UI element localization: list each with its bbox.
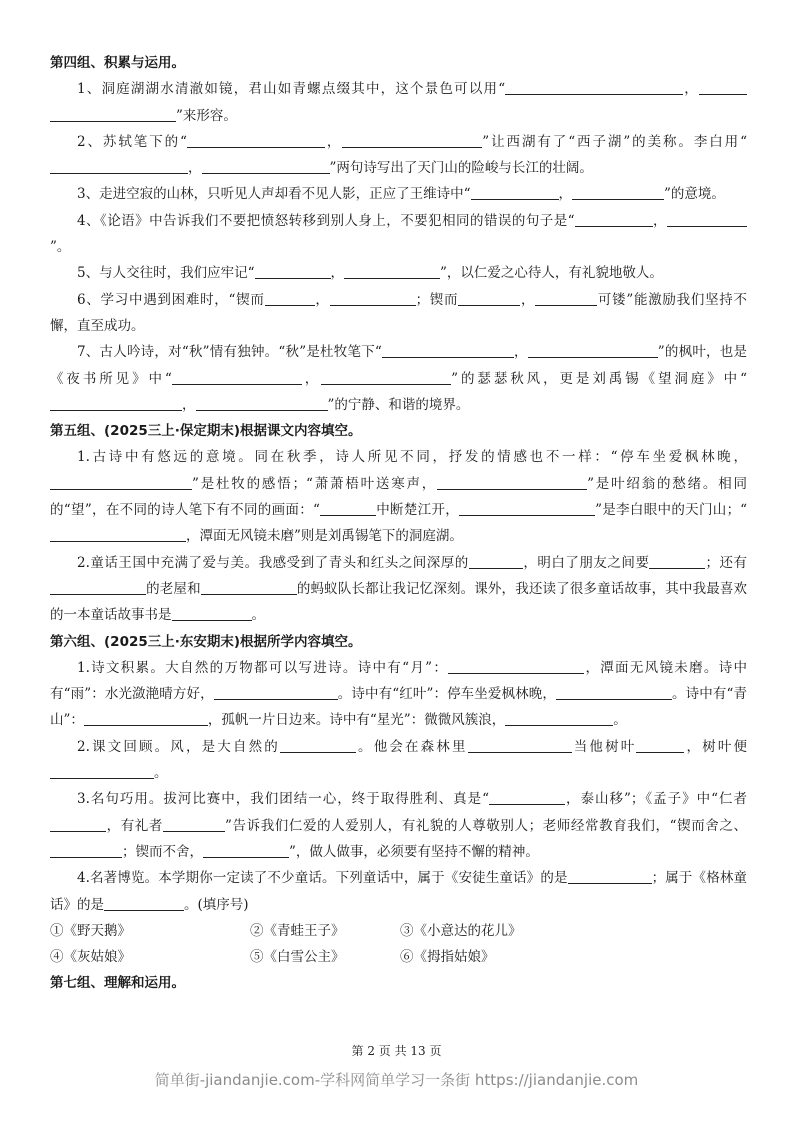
answer-blank[interactable] bbox=[649, 553, 705, 569]
answer-blank[interactable] bbox=[201, 579, 297, 595]
question-g6-1: 1.诗文积累。大自然的万物都可以写进诗。诗中有“月”： ，潭面无风镜未磨。诗中有“雨”：水光潋滟晴方好， 。诗中有“红叶”：停车坐爱枫林晚， 。诗中有“青山”： ，孤帆一片日边来。诗中有“星光”：微微风簇浪， 。 bbox=[50, 659, 748, 729]
answer-blank[interactable] bbox=[489, 789, 565, 805]
question-g4-5: 5、与人交往时，我们应牢记“ ， ”，以仁爱之心待人，有礼貌地敬人。 bbox=[77, 265, 663, 282]
answer-blank[interactable] bbox=[344, 263, 440, 279]
answer-blank[interactable] bbox=[556, 684, 672, 700]
option-item: ③《小意达的花儿》 bbox=[400, 922, 522, 939]
section-heading-group5: 第五组、(2025三上·保定期末)根据课文内容填空。 bbox=[50, 423, 362, 440]
answer-blank[interactable] bbox=[163, 816, 225, 832]
answer-blank[interactable] bbox=[468, 737, 572, 753]
answer-blank[interactable] bbox=[202, 158, 330, 174]
question-g6-3: 3.名句巧用。拔河比赛中，我们团结一心，终于取得胜利、真是“ ，泰山移”；《孟子》中“仁者，有礼者 ”告诉我们仁爱的人爱别人，有礼貌的人尊敬别人；老师经常教育我们，“锲而舍之、；锲而不舍， ”，做人做事，必须要有坚持不懈的精神。 bbox=[50, 786, 747, 865]
question-g5-2: 2.童话王国中充满了爱与美。我感受到了青头和红头之间深厚的 ，明白了朋友之间要 ；还有的老屋和 的蚂蚁队长都让我记忆深刻。课外，我还读了很多童话故事，其中我最喜欢的一本童话故事书是 。 bbox=[50, 554, 748, 624]
question-g4-6: 6、学习中遇到困难时，“锲而 ， ；锲而 ， 可镂”能激励我们坚持不懈，直至成功。 bbox=[50, 291, 748, 334]
option-item: ⑥《拇指姑娘》 bbox=[400, 949, 495, 966]
answer-blank[interactable] bbox=[699, 79, 747, 95]
answer-blank[interactable] bbox=[471, 184, 559, 200]
answer-blank[interactable] bbox=[50, 474, 192, 490]
answer-blank[interactable] bbox=[459, 500, 595, 516]
answer-blank[interactable] bbox=[382, 342, 514, 358]
option-item: ⑤《白雪公主》 bbox=[250, 949, 345, 966]
answer-blank[interactable] bbox=[321, 369, 451, 385]
answer-blank[interactable] bbox=[172, 369, 302, 385]
answer-blank[interactable] bbox=[528, 342, 658, 358]
answer-blank[interactable] bbox=[196, 395, 328, 411]
answer-blank[interactable] bbox=[535, 290, 597, 306]
document-body bbox=[50, 50, 747, 997]
option-item: ④《灰姑娘》 bbox=[50, 949, 131, 966]
answer-blank[interactable] bbox=[50, 106, 176, 122]
answer-blank[interactable] bbox=[320, 500, 376, 516]
question-g6-2: 2.课文回顾。风，是大自然的 。他会在森林里 当他树叶 ，树叶便。 bbox=[50, 734, 747, 787]
option-item: ①《野天鹅》 bbox=[50, 922, 131, 939]
answer-blank[interactable] bbox=[50, 526, 186, 542]
answer-blank[interactable] bbox=[667, 211, 747, 227]
answer-blank[interactable] bbox=[575, 211, 653, 227]
answer-blank[interactable] bbox=[636, 737, 684, 753]
answer-blank[interactable] bbox=[50, 816, 106, 832]
answer-blank[interactable] bbox=[187, 132, 325, 148]
answer-blank[interactable] bbox=[50, 842, 122, 858]
section-heading-group4: 第四组、积累与运用。 bbox=[50, 55, 185, 71]
answer-blank[interactable] bbox=[203, 842, 289, 858]
answer-blank[interactable] bbox=[458, 290, 520, 306]
answer-blank[interactable] bbox=[50, 763, 154, 779]
answer-blank[interactable] bbox=[280, 737, 356, 753]
answer-blank[interactable] bbox=[568, 868, 652, 884]
answer-blank[interactable] bbox=[104, 895, 184, 911]
question-g4-2: 2、苏轼笔下的“ ， ”让西湖有了“西子湖”的美称。李白用“， ”两句诗写出了天门山的险峻与长江的壮阔。 bbox=[50, 129, 747, 182]
answer-blank[interactable] bbox=[84, 710, 208, 726]
answer-blank[interactable] bbox=[342, 132, 482, 148]
answer-blank[interactable] bbox=[50, 158, 188, 174]
page-number: 第 2 页 共 13 页 bbox=[351, 1044, 442, 1058]
answer-blank[interactable] bbox=[572, 184, 664, 200]
options-row-1 bbox=[50, 918, 747, 944]
answer-blank[interactable] bbox=[172, 605, 252, 621]
options-row-2 bbox=[50, 944, 747, 970]
question-g6-4: 4.名著博览。本学期你一定读了不少童话。下列童话中，属于《安徒生童话》的是 ；属于《格林童话》的是 。(填序号) bbox=[50, 870, 747, 913]
answer-blank[interactable] bbox=[505, 710, 613, 726]
answer-blank[interactable] bbox=[330, 290, 416, 306]
option-item: ②《青蛙王子》 bbox=[250, 922, 345, 939]
section-heading-group6: 第六组、(2025三上·东安期末)根据所学内容填空。 bbox=[50, 633, 362, 650]
question-g4-1: 1、洞庭湖湖水清澈如镜，君山如青螺点缀其中，这个景色可以用“ ，”来形容。 bbox=[50, 76, 747, 129]
answer-blank[interactable] bbox=[437, 474, 587, 490]
question-g4-7: 7、古人吟诗，对“秋”情有独钟。“秋”是杜牧笔下“ ， ”的枫叶，也是《夜书所见》中“ ， ”的瑟瑟秋风，更是刘禹锡《望洞庭》中“， ”的宁静、和谐的境界。 bbox=[50, 344, 747, 413]
answer-blank[interactable] bbox=[505, 79, 683, 95]
answer-blank[interactable] bbox=[50, 579, 146, 595]
question-g4-4: 4、《论语》中告诉我们不要把愤怒转移到别人身上，不要犯相同的错误的句子是“ ，”。 bbox=[50, 208, 747, 261]
answer-blank[interactable] bbox=[255, 263, 331, 279]
answer-blank[interactable] bbox=[50, 395, 182, 411]
answer-blank[interactable] bbox=[214, 684, 338, 700]
site-watermark: 简单街-jiandanjie.com-学科网简单学习一条街 https://jiandanjie.com bbox=[154, 1071, 639, 1089]
answer-blank[interactable] bbox=[265, 290, 315, 306]
answer-blank[interactable] bbox=[469, 553, 523, 569]
section-heading-group7: 第七组、理解和运用。 bbox=[50, 975, 185, 992]
question-g5-1: 1.古诗中有悠远的意境。同在秋季，诗人所见不同，抒发的情感也不一样：“停车坐爱枫林晚，”是杜牧的感悟；“萧萧梧叶送寒声， ”是叶绍翁的愁绪。相同的“望”，在不同的诗人笔下有不同的画面：“ 中断楚江开， ”是李白眼中的天门山；“，潭面无风镜未磨”则是刘禹锡笔下的洞庭湖。 bbox=[50, 449, 747, 545]
answer-blank[interactable] bbox=[448, 658, 584, 674]
question-g4-3: 3、走进空寂的山林，只听见人声却看不见人影，正应了王维诗中“ ， ”的意境。 bbox=[77, 186, 725, 203]
